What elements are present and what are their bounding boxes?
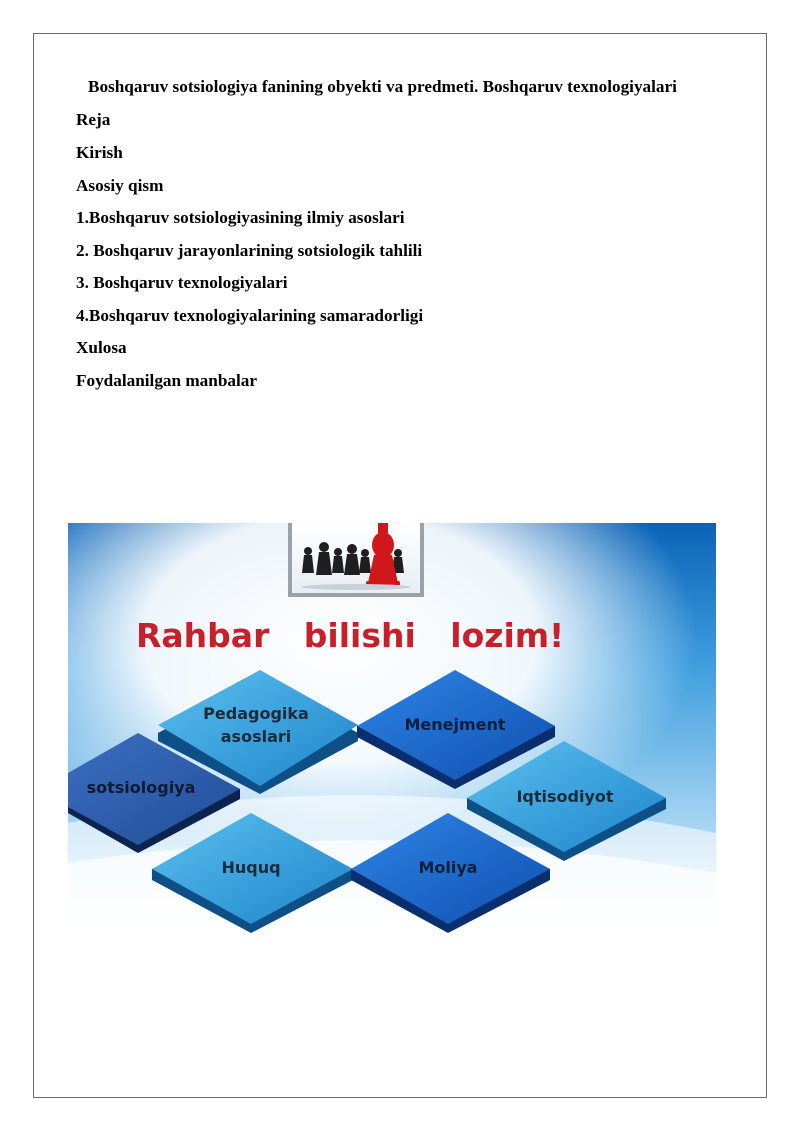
tile-sotsiologiya-label: sotsiologiya bbox=[86, 778, 196, 797]
plan-item-3: 3. Boshqaruv texnologiyalari bbox=[76, 273, 288, 292]
tile-pedagogika-line1: Pedagogika bbox=[203, 704, 309, 723]
plan-item-references: Foydalanilgan manbalar bbox=[76, 371, 257, 390]
plan-heading: Reja bbox=[76, 110, 111, 129]
tile-pedagogika-line2: asoslari bbox=[220, 727, 292, 746]
slide-heading: Rahbar bilishi lozim! bbox=[136, 616, 565, 655]
tile-menejment-label: Menejment bbox=[404, 715, 506, 734]
tile-iqtisodiyot-label: Iqtisodiyot bbox=[516, 787, 614, 806]
slide-image bbox=[68, 523, 716, 933]
tile-huquq-label: Huquq bbox=[221, 858, 281, 877]
plan-item-conclusion: Xulosa bbox=[76, 338, 127, 357]
plan-item-4: 4.Boshqaruv texnologiyalarining samaradorligi bbox=[76, 306, 424, 325]
document-title: Boshqaruv sotsiologiya fanining obyekti va predmeti. Boshqaruv texnologiyalari bbox=[88, 77, 677, 96]
chess-image-box bbox=[288, 523, 424, 597]
plan-item-intro: Kirish bbox=[76, 143, 123, 162]
tile-moliya-label: Moliya bbox=[418, 858, 478, 877]
plan-item-1: 1.Boshqaruv sotsiologiyasining ilmiy asoslari bbox=[76, 208, 405, 227]
plan-item-2: 2. Boshqaruv jarayonlarining sotsiologik tahlili bbox=[76, 241, 423, 260]
plan-item-main: Asosiy qism bbox=[76, 176, 164, 195]
